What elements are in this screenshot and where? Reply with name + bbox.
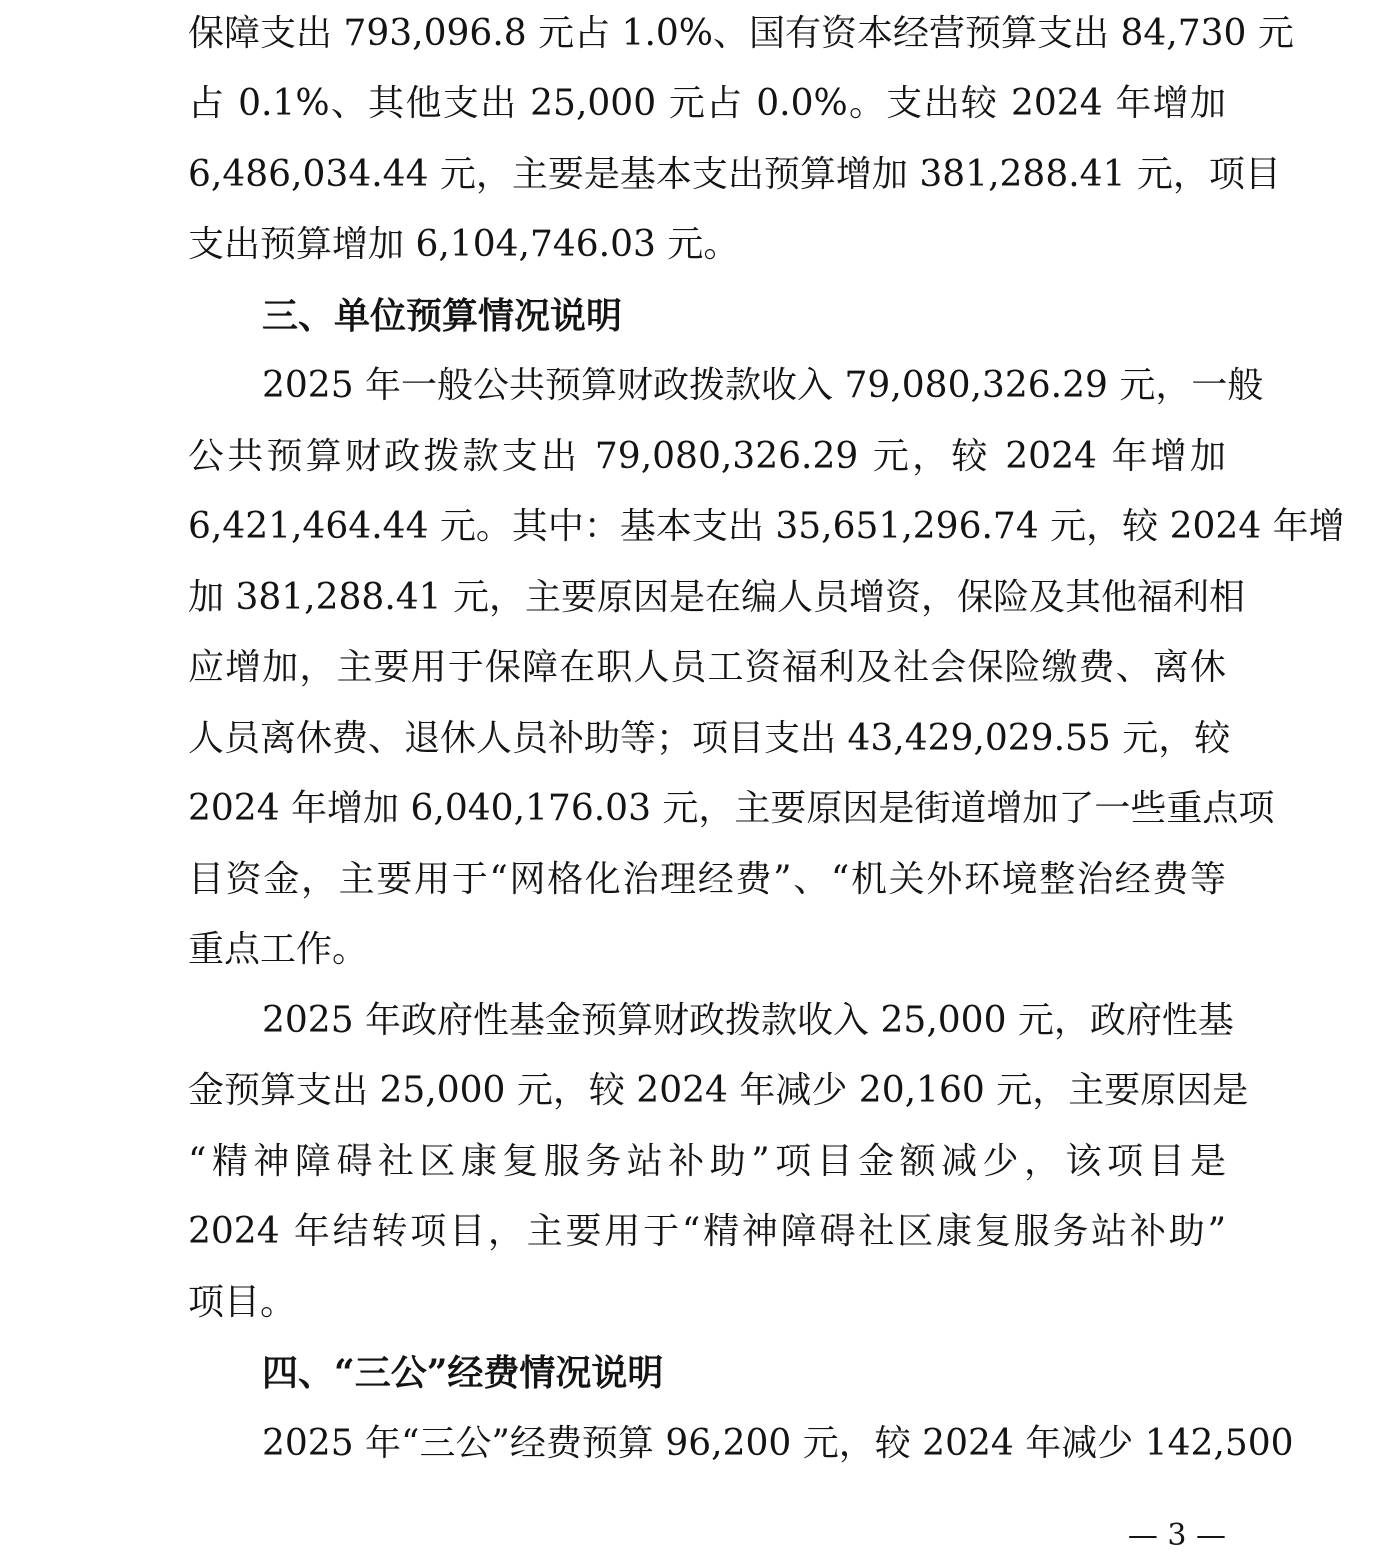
section-heading-4: 四、“三公”经费情况说明 [262, 1352, 664, 1394]
body-text-line: 2024 年结转项目，主要用于“精神障碍社区康复服务站补助” [188, 1211, 1226, 1252]
body-text-line: 公共预算财政拨款支出 79,080,326.29 元，较 2024 年增加 [188, 436, 1226, 477]
body-text-line: 2024 年增加 6,040,176.03 元，主要原因是街道增加了一些重点项 [188, 788, 1275, 829]
page-number: — 3 — [1127, 1518, 1226, 1553]
body-text-line: 重点工作。 [188, 929, 369, 970]
body-text-line: 支出预算增加 6,104,746.03 元。 [188, 224, 740, 265]
body-text-line: 加 381,288.41 元，主要原因是在编人员增资，保险及其他福利相 [188, 577, 1246, 618]
body-text-line: 6,421,464.44 元。其中：基本支出 35,651,296.74 元，较 2024 年增 [188, 506, 1345, 547]
body-text-line: 金预算支出 25,000 元，较 2024 年减少 20,160 元，主要原因是 [188, 1070, 1249, 1111]
body-text-line: 占 0.1%、其他支出 25,000 元占 0.0%。支出较 2024 年增加 [188, 83, 1226, 124]
body-text-line: 2025 年政府性基金预算财政拨款收入 25,000 元，政府性基 [262, 1000, 1234, 1041]
section-heading-3: 三、单位预算情况说明 [262, 295, 623, 337]
body-text-line: 6,486,034.44 元，主要是基本支出预算增加 381,288.41 元，项目 [188, 154, 1281, 195]
body-text-line: 2025 年一般公共预算财政拨款收入 79,080,326.29 元，一般 [262, 365, 1264, 406]
body-text-line: 2025 年“三公”经费预算 96,200 元，较 2024 年减少 142,500 [262, 1423, 1294, 1464]
body-text-line: 人员离休费、退休人员补助等；项目支出 43,429,029.55 元，较 [188, 718, 1231, 759]
body-text-line: 项目。 [188, 1282, 297, 1323]
body-text-line: 应增加，主要用于保障在职人员工资福利及社会保险缴费、离休 [188, 647, 1226, 688]
body-text-line: 目资金，主要用于“网格化治理经费”、“机关外环境整治经费等 [188, 859, 1226, 900]
body-text-line: 保障支出 793,096.8 元占 1.0%、国有资本经营预算支出 84,730 元 [188, 13, 1294, 54]
body-text-line: “精神障碍社区康复服务站补助”项目金额减少，该项目是 [188, 1141, 1226, 1182]
